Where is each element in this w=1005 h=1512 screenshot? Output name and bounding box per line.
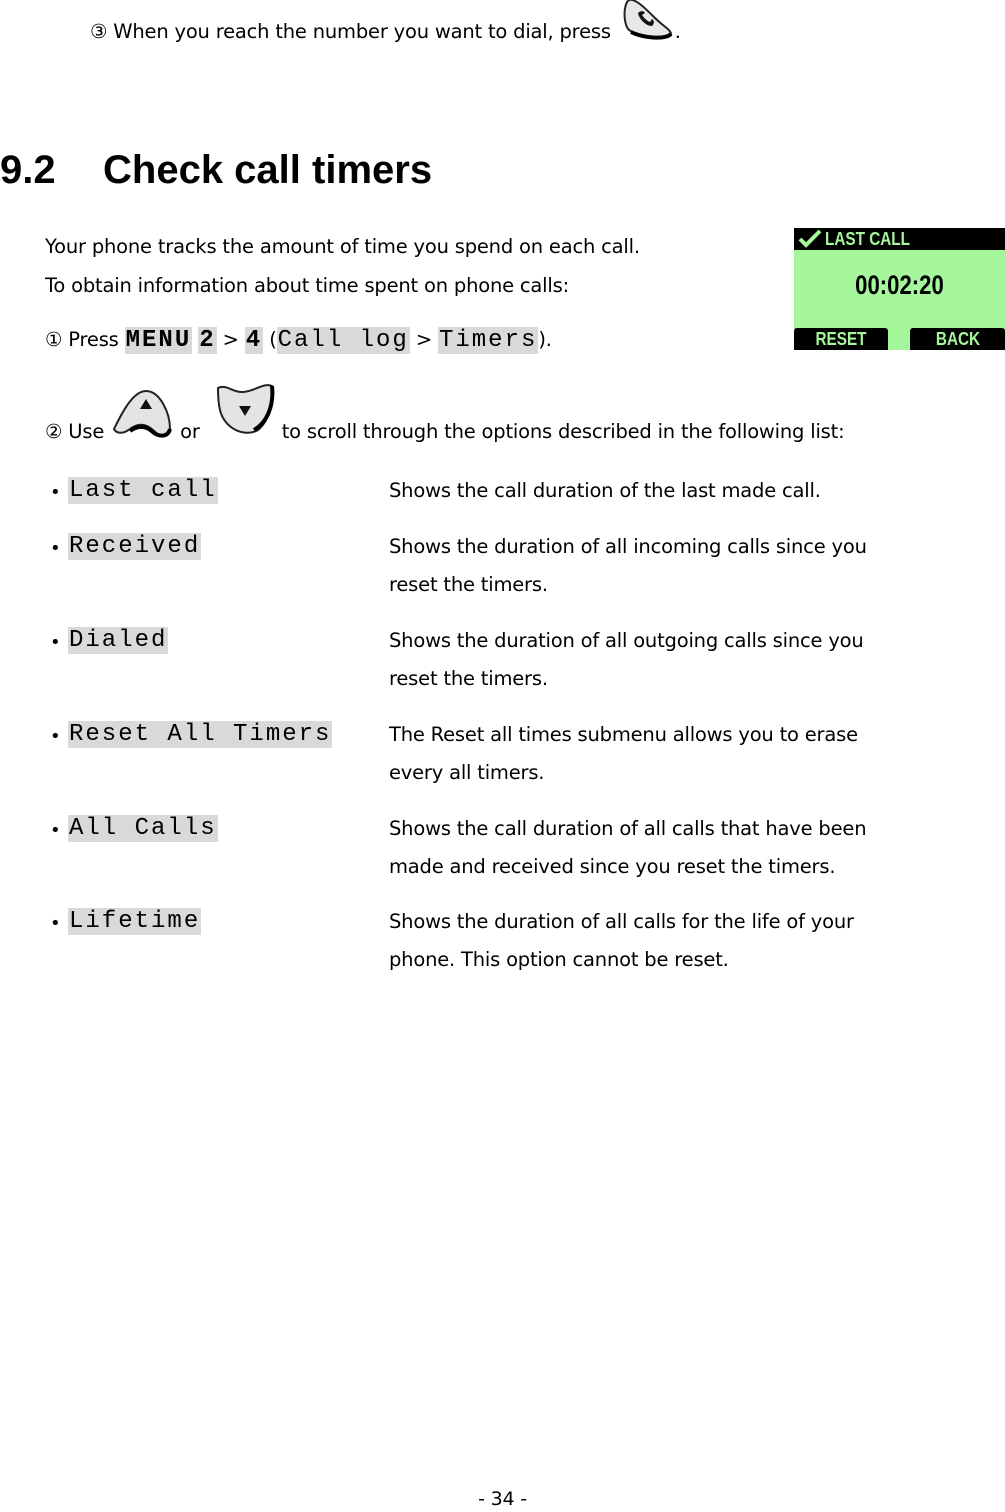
step-2-line [45,420,844,444]
back-softkey-label: BACK [935,329,980,349]
step-suffix: . [674,20,681,43]
option-name: All Calls [69,815,217,842]
bullet-icon: • [50,820,61,841]
reset-softkey[interactable] [794,328,888,350]
description-line: made and received since you reset the timers. [389,855,836,878]
step-3-line [90,20,681,45]
key-4: 4 [245,327,263,354]
separator: > [222,328,239,351]
description-line: The Reset all times submenu allows you to erase [389,723,858,746]
key-2: 2 [199,327,216,354]
section-title: Check call timers [103,148,433,192]
separator: > [415,328,432,351]
navigation-up-key-icon [110,387,174,444]
description-line: Shows the duration of all incoming calls since you [389,535,867,558]
bullet-icon: • [50,482,61,503]
step-marker: ③ [90,20,108,43]
step-marker: ① [45,328,63,351]
option-name: Lifetime [69,908,201,935]
description-line: every all timers. [389,761,545,784]
option-description [389,903,989,979]
back-softkey[interactable] [910,328,1005,350]
step-text: When you reach the number you want to dial, press [113,20,611,43]
section-number: 9.2 [0,148,56,192]
page-number: - 34 - [478,1488,527,1510]
screen-title: LAST CALL [825,229,910,249]
menu-timers: Timers [438,327,538,354]
key-menu: MENU [125,327,192,354]
option-name: Received [69,533,201,560]
description-line: reset the timers. [389,573,548,596]
option-description [389,622,989,698]
option-description [389,716,989,792]
screen-title-bar [794,228,1005,250]
or-text: or [180,420,200,443]
bullet-icon: • [50,726,61,747]
bullet-icon: • [50,632,61,653]
bullet-icon: • [50,538,61,559]
description-line: Shows the duration of all outgoing calls since you [389,629,864,652]
step-prefix: Press [68,328,119,351]
path-open: ( [269,328,277,351]
bullet-icon: • [50,913,61,934]
phone-screen-last-call [794,228,1005,350]
description-line: Shows the call duration of the last made call. [389,479,821,502]
option-name: Dialed [69,627,168,654]
intro-line-1: Your phone tracks the amount of time you spend on each call. [45,235,640,258]
navigation-down-key-icon [214,380,276,443]
option-name: Reset All Timers [69,721,332,748]
option-description [389,472,989,510]
checkmark-icon [798,228,822,253]
menu-call-log: Call log [277,327,409,354]
section-heading [0,148,432,193]
description-line: Shows the call duration of all calls that have been [389,817,867,840]
step-prefix: Use [68,420,105,443]
option-description [389,810,989,886]
step-suffix: to scroll through the options described in the following list: [281,420,845,443]
step-1-line [45,327,552,354]
send-call-key-icon [621,0,675,45]
intro-line-2: To obtain information about time spent on phone calls: [45,274,569,297]
option-name: Last call [69,477,217,504]
description-line: Shows the duration of all calls for the life of your [389,910,854,933]
reset-softkey-label: RESET [815,329,867,349]
description-line: phone. This option cannot be reset. [389,948,729,971]
description-line: reset the timers. [389,667,548,690]
call-duration: 00:02:20 [855,270,944,300]
step-marker: ② [45,420,63,443]
option-description [389,528,989,604]
path-close: ). [538,328,552,351]
